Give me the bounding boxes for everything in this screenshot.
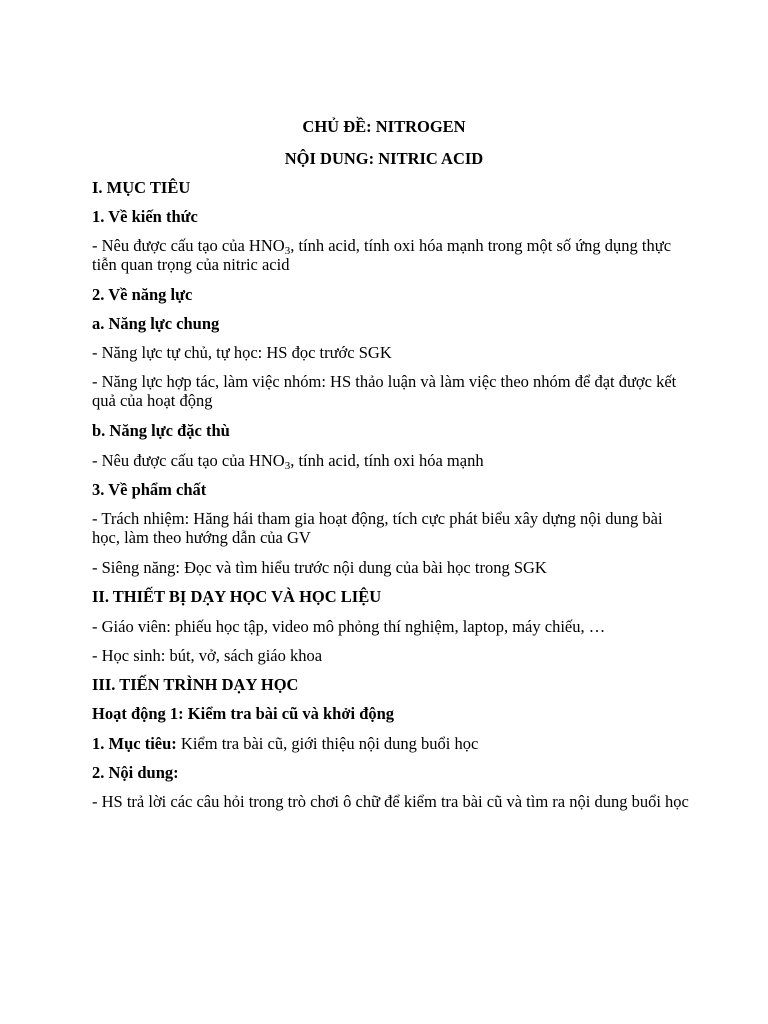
knowledge-text-end: , tính acid, tính oxi hóa mạnh trong một số ứng dụng thực tiễn quan trọng của nitric acid xyxy=(92,236,672,274)
section-heading-objectives: I. MỤC TIÊU xyxy=(92,178,191,197)
activity-1-heading: Hoạt động 1: Kiểm tra bài cũ và khởi động xyxy=(92,704,395,723)
quality-item-2: - Siêng năng: Đọc và tìm hiểu trước nội dung của bài học trong SGK xyxy=(92,558,547,577)
content-label: 2. Nội dung: xyxy=(92,763,179,782)
goal-label: 1. Mục tiêu: xyxy=(92,734,177,753)
specific-text-start: - Nêu được cấu tạo của HNO xyxy=(92,451,285,470)
general-ability-item-1: - Năng lực tự chủ, tự học: HS đọc trước SGK xyxy=(92,343,392,362)
subheading-knowledge: 1. Về kiến thức xyxy=(92,207,198,226)
knowledge-paragraph xyxy=(92,236,692,274)
equipment-item-1: - Giáo viên: phiếu học tập, video mô phỏng thí nghiệm, laptop, máy chiếu, … xyxy=(92,617,606,636)
quality-item-1: - Trách nhiệm: Hăng hái tham gia hoạt động, tích cực phát biểu xây dựng nội dung bài học, làm theo hướng dẫn của GV xyxy=(92,509,663,547)
subheading-specific-ability: b. Năng lực đặc thù xyxy=(92,421,230,440)
subheading-quality: 3. Về phẩm chất xyxy=(92,480,207,499)
general-ability-item-2: - Năng lực hợp tác, làm việc nhóm: HS thảo luận và làm việc theo nhóm để đạt được kết quả của hoạt động xyxy=(92,372,677,410)
specific-text-end: , tính acid, tính oxi hóa mạnh xyxy=(290,451,484,470)
section-heading-equipment: II. THIẾT BỊ DẠY HỌC VÀ HỌC LIỆU xyxy=(92,587,382,606)
section-heading-process: III. TIẾN TRÌNH DẠY HỌC xyxy=(92,675,299,694)
knowledge-subscript: 3 xyxy=(284,245,291,257)
specific-ability-paragraph xyxy=(92,451,692,470)
knowledge-text-start: - Nêu được cấu tạo của HNO xyxy=(92,236,285,255)
goal-text: Kiểm tra bài cũ, giới thiệu nội dung buổi học xyxy=(176,734,479,753)
equipment-item-2: - Học sinh: bút, vở, sách giáo khoa xyxy=(92,646,323,665)
document-subtitle: NỘI DUNG: NITRIC ACID xyxy=(284,149,484,168)
subheading-general-ability: a. Năng lực chung xyxy=(92,314,220,333)
subheading-ability: 2. Về năng lực xyxy=(92,285,193,304)
document-title: CHỦ ĐỀ: NITROGEN xyxy=(302,117,466,136)
goal-paragraph xyxy=(92,734,692,753)
content-item-1: - HS trả lời các câu hỏi trong trò chơi ô chữ để kiểm tra bài cũ và tìm ra nội dung buổi học xyxy=(92,792,689,811)
specific-subscript: 3 xyxy=(284,460,291,472)
